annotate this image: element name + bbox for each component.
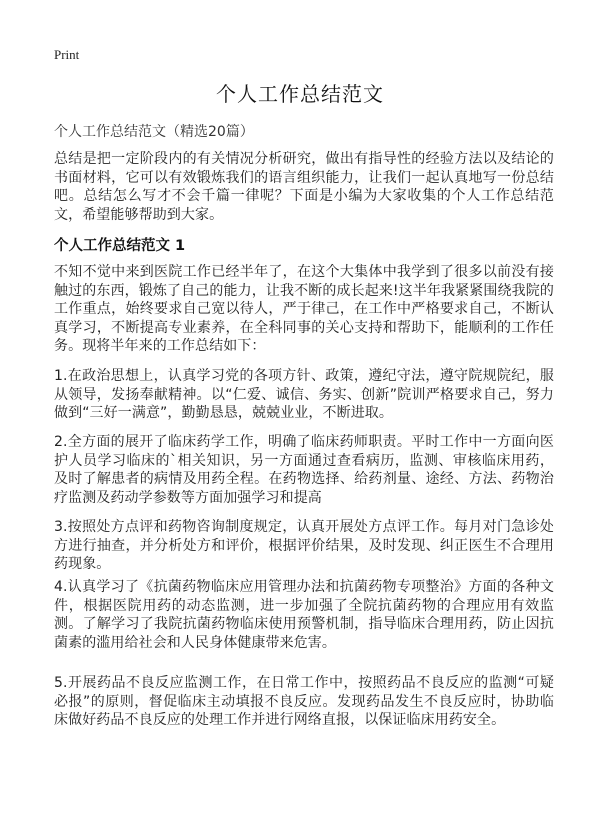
document-subtitle: 个人工作总结范文（精选20篇） <box>54 124 254 140</box>
section-heading: 个人工作总结范文 1 <box>54 238 186 254</box>
body-paragraph-2: 2.全方面的展开了临床药学工作，明确了临床药师职责。平时工作中一方面向医护人员学习临床的`相关知识，另一方面通过查看病历，监测、审核临床用药，及时了解患者的病情及用药全程。在药物选择、给药剂量、途经、方法、药物治疗监测及药动学参数等方面加强学习和提高 <box>54 434 554 506</box>
document-title: 个人工作总结范文 <box>216 82 384 106</box>
body-paragraph-0: 不知不觉中来到医院工作已经半年了，在这个大集体中我学到了很多以前没有接触过的东西，锻炼了自己的能力，让我不断的成长起来!这半年我紧紧围绕我院的工作重点，始终要求自己宽以待人，严于律己，在工作中严格要求自己，不断认真学习，不断提高专业素养，在全科同事的关心支持和帮助下，能顺利的工作任务。现将半年来的工作总结如下： <box>54 264 554 354</box>
body-paragraph-3: 3.按照处方点评和药物咨询制度规定，认真开展处方点评工作。每月对门急诊处方进行抽查，并分析处方和评价，根据评价结果，及时发现、纠正医生不合理用药现象。 <box>54 519 554 572</box>
body-paragraph-1: 1.在政治思想上，认真学习党的各项方针、政策，遵纪守法，遵守院规院纪，服从领导，发扬奉献精神。以“仁爱、诚信、务实、创新”院训严格要求自己，努力做到“三好一满意”，勤勤恳恳，兢兢业业，不断进取。 <box>54 368 554 421</box>
body-paragraph-4: 4.认真学习了《抗菌药物临床应用管理办法和抗菌药物专项整治》方面的各种文件，根据医院用药的动态监测，进一步加强了全院抗菌药物的合理应用有效监测。了解学习了我院抗菌药物临床使用预警机制，指导临床合理用药，防止因抗菌素的滥用给社会和人民身体健康带来危害。 <box>54 579 554 651</box>
body-paragraph-5: 5.开展药品不良反应监测工作，在日常工作中，按照药品不良反应的监测“可疑必报”的原则，督促临床主动填报不良反应。发现药品发生不良反应时，协助临床做好药品不良反应的处理工作并进行网络直报，以保证临床用药安全。 <box>54 675 554 728</box>
print-label[interactable]: Print <box>54 47 80 62</box>
intro-paragraph: 总结是把一定阶段内的有关情况分析研究，做出有指导性的经验方法以及结论的书面材料，它可以有效锻炼我们的语言组织能力，让我们一起认真地写一份总结吧。总结怎么写才不会千篇一律呢？下面是小编为大家收集的个人工作总结范文，希望能够帮助到大家。 <box>54 151 554 223</box>
